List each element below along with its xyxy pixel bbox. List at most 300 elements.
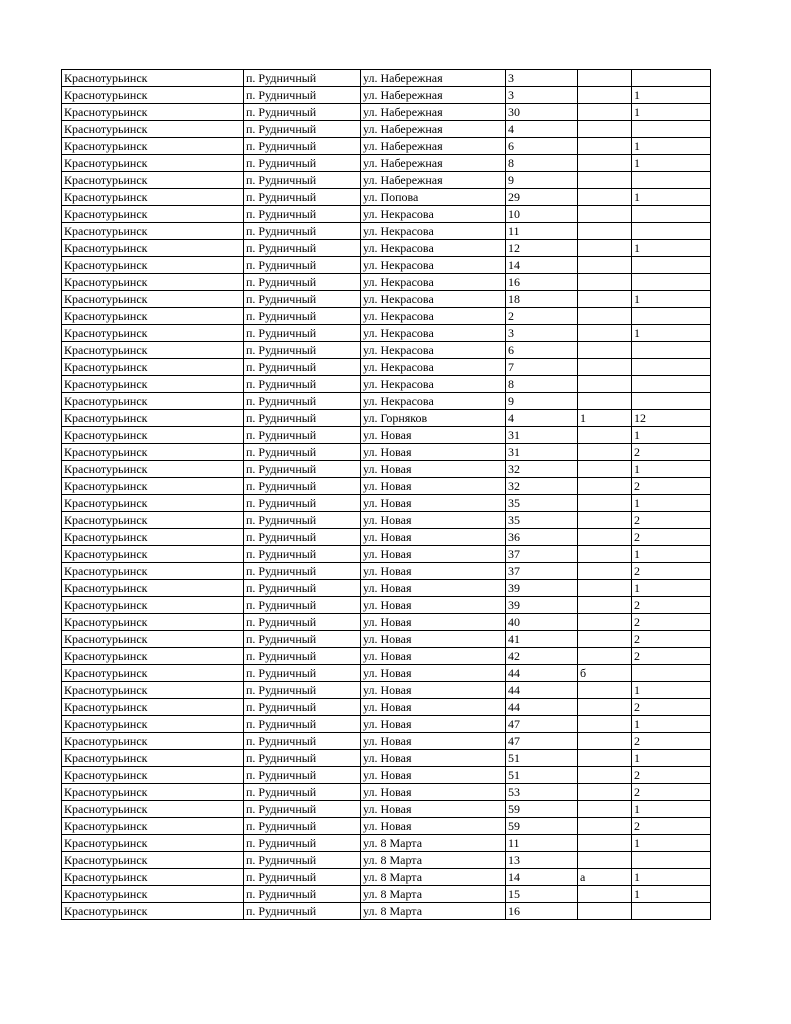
settlement-cell: п. Рудничный: [244, 529, 361, 546]
city-cell: Краснотурьинск: [62, 801, 244, 818]
extra-number-cell: [632, 342, 711, 359]
settlement-cell: п. Рудничный: [244, 359, 361, 376]
house-number-cell: 13: [506, 852, 578, 869]
settlement-cell: п. Рудничный: [244, 716, 361, 733]
house-number-cell: 44: [506, 682, 578, 699]
settlement-cell: п. Рудничный: [244, 461, 361, 478]
city-cell: Краснотурьинск: [62, 206, 244, 223]
extra-number-cell: 2: [632, 631, 711, 648]
street-cell: ул. 8 Марта: [361, 903, 506, 920]
house-letter-cell: [578, 580, 632, 597]
street-cell: ул. Некрасова: [361, 359, 506, 376]
house-letter-cell: [578, 784, 632, 801]
table-row: [62, 869, 711, 886]
city-cell: Краснотурьинск: [62, 478, 244, 495]
city-cell: Краснотурьинск: [62, 886, 244, 903]
extra-number-cell: 1: [632, 189, 711, 206]
house-number-cell: 42: [506, 648, 578, 665]
extra-number-cell: [632, 852, 711, 869]
city-cell: Краснотурьинск: [62, 512, 244, 529]
settlement-cell: п. Рудничный: [244, 784, 361, 801]
house-number-cell: 30: [506, 104, 578, 121]
settlement-cell: п. Рудничный: [244, 87, 361, 104]
settlement-cell: п. Рудничный: [244, 682, 361, 699]
street-cell: ул. Некрасова: [361, 308, 506, 325]
extra-number-cell: 1: [632, 461, 711, 478]
street-cell: ул. Некрасова: [361, 223, 506, 240]
street-cell: ул. Новая: [361, 495, 506, 512]
street-cell: ул. Набережная: [361, 155, 506, 172]
table-row: [62, 189, 711, 206]
settlement-cell: п. Рудничный: [244, 376, 361, 393]
house-letter-cell: 1: [578, 410, 632, 427]
settlement-cell: п. Рудничный: [244, 597, 361, 614]
table-row: [62, 546, 711, 563]
city-cell: Краснотурьинск: [62, 631, 244, 648]
street-cell: ул. Набережная: [361, 172, 506, 189]
street-cell: ул. Новая: [361, 733, 506, 750]
settlement-cell: п. Рудничный: [244, 138, 361, 155]
street-cell: ул. Набережная: [361, 121, 506, 138]
settlement-cell: п. Рудничный: [244, 631, 361, 648]
house-letter-cell: [578, 563, 632, 580]
extra-number-cell: 12: [632, 410, 711, 427]
house-letter-cell: [578, 240, 632, 257]
extra-number-cell: [632, 393, 711, 410]
house-letter-cell: [578, 308, 632, 325]
settlement-cell: п. Рудничный: [244, 308, 361, 325]
table-row: [62, 325, 711, 342]
extra-number-cell: 2: [632, 478, 711, 495]
city-cell: Краснотурьинск: [62, 240, 244, 257]
house-number-cell: 39: [506, 597, 578, 614]
table-row: [62, 308, 711, 325]
extra-number-cell: 1: [632, 240, 711, 257]
street-cell: ул. Попова: [361, 189, 506, 206]
city-cell: Краснотурьинск: [62, 835, 244, 852]
settlement-cell: п. Рудничный: [244, 444, 361, 461]
city-cell: Краснотурьинск: [62, 597, 244, 614]
street-cell: ул. Новая: [361, 444, 506, 461]
extra-number-cell: 2: [632, 767, 711, 784]
table-row: [62, 818, 711, 835]
street-cell: ул. Горняков: [361, 410, 506, 427]
extra-number-cell: [632, 376, 711, 393]
street-cell: ул. Набережная: [361, 104, 506, 121]
house-number-cell: 4: [506, 121, 578, 138]
city-cell: Краснотурьинск: [62, 325, 244, 342]
house-number-cell: 47: [506, 733, 578, 750]
house-number-cell: 36: [506, 529, 578, 546]
settlement-cell: п. Рудничный: [244, 223, 361, 240]
settlement-cell: п. Рудничный: [244, 767, 361, 784]
settlement-cell: п. Рудничный: [244, 104, 361, 121]
house-number-cell: 59: [506, 801, 578, 818]
extra-number-cell: [632, 308, 711, 325]
table-row: [62, 155, 711, 172]
table-row: [62, 750, 711, 767]
extra-number-cell: 1: [632, 801, 711, 818]
house-letter-cell: [578, 172, 632, 189]
table-row: [62, 87, 711, 104]
house-letter-cell: [578, 121, 632, 138]
table-row: [62, 784, 711, 801]
city-cell: Краснотурьинск: [62, 529, 244, 546]
settlement-cell: п. Рудничный: [244, 546, 361, 563]
house-letter-cell: [578, 818, 632, 835]
table-row: [62, 461, 711, 478]
street-cell: ул. Новая: [361, 631, 506, 648]
extra-number-cell: [632, 903, 711, 920]
city-cell: Краснотурьинск: [62, 308, 244, 325]
house-letter-cell: [578, 325, 632, 342]
settlement-cell: п. Рудничный: [244, 886, 361, 903]
street-cell: ул. 8 Марта: [361, 886, 506, 903]
settlement-cell: п. Рудничный: [244, 903, 361, 920]
table-row: [62, 648, 711, 665]
table-row: [62, 172, 711, 189]
settlement-cell: п. Рудничный: [244, 699, 361, 716]
extra-number-cell: 2: [632, 784, 711, 801]
street-cell: ул. Некрасова: [361, 342, 506, 359]
street-cell: ул. Новая: [361, 750, 506, 767]
city-cell: Краснотурьинск: [62, 614, 244, 631]
extra-number-cell: 1: [632, 87, 711, 104]
table-row: [62, 274, 711, 291]
city-cell: Краснотурьинск: [62, 444, 244, 461]
house-number-cell: 37: [506, 546, 578, 563]
house-number-cell: 41: [506, 631, 578, 648]
table-row: [62, 767, 711, 784]
extra-number-cell: 2: [632, 444, 711, 461]
extra-number-cell: 1: [632, 580, 711, 597]
extra-number-cell: 1: [632, 750, 711, 767]
house-number-cell: 6: [506, 138, 578, 155]
house-number-cell: 31: [506, 444, 578, 461]
street-cell: ул. Некрасова: [361, 257, 506, 274]
house-letter-cell: [578, 257, 632, 274]
street-cell: ул. 8 Марта: [361, 835, 506, 852]
house-number-cell: 40: [506, 614, 578, 631]
house-number-cell: 53: [506, 784, 578, 801]
table-row: [62, 665, 711, 682]
settlement-cell: п. Рудничный: [244, 70, 361, 87]
extra-number-cell: 2: [632, 563, 711, 580]
house-number-cell: 2: [506, 308, 578, 325]
city-cell: Краснотурьинск: [62, 784, 244, 801]
extra-number-cell: [632, 121, 711, 138]
table-row: [62, 733, 711, 750]
street-cell: ул. Новая: [361, 563, 506, 580]
settlement-cell: п. Рудничный: [244, 172, 361, 189]
table-row: [62, 597, 711, 614]
city-cell: Краснотурьинск: [62, 121, 244, 138]
house-number-cell: 31: [506, 427, 578, 444]
table-row: [62, 223, 711, 240]
table-row: [62, 393, 711, 410]
house-letter-cell: [578, 274, 632, 291]
extra-number-cell: 1: [632, 869, 711, 886]
house-letter-cell: [578, 903, 632, 920]
house-number-cell: 18: [506, 291, 578, 308]
extra-number-cell: 1: [632, 427, 711, 444]
street-cell: ул. Новая: [361, 546, 506, 563]
house-letter-cell: [578, 206, 632, 223]
city-cell: Краснотурьинск: [62, 665, 244, 682]
street-cell: ул. 8 Марта: [361, 869, 506, 886]
street-cell: ул. Некрасова: [361, 274, 506, 291]
extra-number-cell: 1: [632, 546, 711, 563]
settlement-cell: п. Рудничный: [244, 869, 361, 886]
house-letter-cell: [578, 223, 632, 240]
extra-number-cell: [632, 172, 711, 189]
house-number-cell: 14: [506, 869, 578, 886]
house-letter-cell: [578, 444, 632, 461]
extra-number-cell: 1: [632, 716, 711, 733]
settlement-cell: п. Рудничный: [244, 818, 361, 835]
city-cell: Краснотурьинск: [62, 733, 244, 750]
extra-number-cell: 2: [632, 818, 711, 835]
table-row: [62, 886, 711, 903]
city-cell: Краснотурьинск: [62, 750, 244, 767]
house-number-cell: 32: [506, 461, 578, 478]
city-cell: Краснотурьинск: [62, 410, 244, 427]
settlement-cell: п. Рудничный: [244, 410, 361, 427]
street-cell: ул. Новая: [361, 767, 506, 784]
house-number-cell: 29: [506, 189, 578, 206]
street-cell: ул. Новая: [361, 427, 506, 444]
house-letter-cell: [578, 104, 632, 121]
table-row: [62, 801, 711, 818]
extra-number-cell: [632, 70, 711, 87]
house-number-cell: 44: [506, 699, 578, 716]
street-cell: ул. Новая: [361, 614, 506, 631]
extra-number-cell: 2: [632, 614, 711, 631]
settlement-cell: п. Рудничный: [244, 750, 361, 767]
table-row: [62, 70, 711, 87]
table-row: [62, 257, 711, 274]
house-letter-cell: [578, 614, 632, 631]
house-letter-cell: [578, 495, 632, 512]
house-letter-cell: [578, 393, 632, 410]
extra-number-cell: 1: [632, 682, 711, 699]
table-row: [62, 682, 711, 699]
table-row: [62, 444, 711, 461]
settlement-cell: п. Рудничный: [244, 801, 361, 818]
table-row: [62, 563, 711, 580]
extra-number-cell: 1: [632, 325, 711, 342]
house-number-cell: 3: [506, 87, 578, 104]
table-row: [62, 903, 711, 920]
city-cell: Краснотурьинск: [62, 869, 244, 886]
street-cell: ул. Новая: [361, 818, 506, 835]
city-cell: Краснотурьинск: [62, 852, 244, 869]
settlement-cell: п. Рудничный: [244, 733, 361, 750]
house-number-cell: 51: [506, 767, 578, 784]
house-letter-cell: [578, 852, 632, 869]
city-cell: Краснотурьинск: [62, 818, 244, 835]
city-cell: Краснотурьинск: [62, 138, 244, 155]
city-cell: Краснотурьинск: [62, 274, 244, 291]
city-cell: Краснотурьинск: [62, 461, 244, 478]
city-cell: Краснотурьинск: [62, 70, 244, 87]
table-row: [62, 342, 711, 359]
table-row: [62, 512, 711, 529]
house-number-cell: 32: [506, 478, 578, 495]
street-cell: ул. Некрасова: [361, 325, 506, 342]
street-cell: ул. Новая: [361, 461, 506, 478]
table-row: [62, 852, 711, 869]
street-cell: ул. Новая: [361, 512, 506, 529]
city-cell: Краснотурьинск: [62, 546, 244, 563]
settlement-cell: п. Рудничный: [244, 240, 361, 257]
table-row: [62, 359, 711, 376]
settlement-cell: п. Рудничный: [244, 393, 361, 410]
city-cell: Краснотурьинск: [62, 87, 244, 104]
house-letter-cell: [578, 648, 632, 665]
city-cell: Краснотурьинск: [62, 189, 244, 206]
city-cell: Краснотурьинск: [62, 903, 244, 920]
house-number-cell: 3: [506, 70, 578, 87]
city-cell: Краснотурьинск: [62, 257, 244, 274]
house-letter-cell: [578, 478, 632, 495]
table-row: [62, 376, 711, 393]
house-number-cell: 16: [506, 903, 578, 920]
city-cell: Краснотурьинск: [62, 682, 244, 699]
house-letter-cell: [578, 342, 632, 359]
house-number-cell: 14: [506, 257, 578, 274]
city-cell: Краснотурьинск: [62, 393, 244, 410]
house-letter-cell: [578, 87, 632, 104]
house-number-cell: 15: [506, 886, 578, 903]
extra-number-cell: 1: [632, 495, 711, 512]
house-letter-cell: [578, 682, 632, 699]
street-cell: ул. Новая: [361, 801, 506, 818]
extra-number-cell: 1: [632, 138, 711, 155]
table-row: [62, 614, 711, 631]
street-cell: ул. Новая: [361, 597, 506, 614]
house-letter-cell: [578, 750, 632, 767]
house-number-cell: 35: [506, 495, 578, 512]
house-number-cell: 8: [506, 155, 578, 172]
table-row: [62, 716, 711, 733]
house-letter-cell: [578, 631, 632, 648]
house-letter-cell: [578, 597, 632, 614]
extra-number-cell: [632, 665, 711, 682]
house-letter-cell: [578, 801, 632, 818]
house-number-cell: 11: [506, 223, 578, 240]
settlement-cell: п. Рудничный: [244, 121, 361, 138]
city-cell: Краснотурьинск: [62, 104, 244, 121]
table-row: [62, 631, 711, 648]
table-row: [62, 121, 711, 138]
extra-number-cell: [632, 274, 711, 291]
house-letter-cell: [578, 359, 632, 376]
settlement-cell: п. Рудничный: [244, 206, 361, 223]
table-row: [62, 580, 711, 597]
table-row: [62, 835, 711, 852]
settlement-cell: п. Рудничный: [244, 291, 361, 308]
city-cell: Краснотурьинск: [62, 495, 244, 512]
settlement-cell: п. Рудничный: [244, 478, 361, 495]
settlement-cell: п. Рудничный: [244, 274, 361, 291]
house-letter-cell: [578, 886, 632, 903]
extra-number-cell: 2: [632, 597, 711, 614]
table-row: [62, 529, 711, 546]
settlement-cell: п. Рудничный: [244, 614, 361, 631]
table-row: [62, 291, 711, 308]
house-number-cell: 47: [506, 716, 578, 733]
house-letter-cell: [578, 461, 632, 478]
house-letter-cell: [578, 189, 632, 206]
street-cell: ул. Новая: [361, 478, 506, 495]
house-letter-cell: [578, 699, 632, 716]
extra-number-cell: [632, 206, 711, 223]
table-row: [62, 206, 711, 223]
street-cell: ул. Набережная: [361, 138, 506, 155]
street-cell: ул. Новая: [361, 716, 506, 733]
street-cell: ул. Набережная: [361, 87, 506, 104]
city-cell: Краснотурьинск: [62, 563, 244, 580]
city-cell: Краснотурьинск: [62, 359, 244, 376]
city-cell: Краснотурьинск: [62, 376, 244, 393]
house-number-cell: 10: [506, 206, 578, 223]
house-number-cell: 9: [506, 393, 578, 410]
house-number-cell: 59: [506, 818, 578, 835]
street-cell: ул. Новая: [361, 784, 506, 801]
settlement-cell: п. Рудничный: [244, 427, 361, 444]
extra-number-cell: [632, 257, 711, 274]
table-row: [62, 104, 711, 121]
house-letter-cell: [578, 376, 632, 393]
city-cell: Краснотурьинск: [62, 223, 244, 240]
house-letter-cell: [578, 512, 632, 529]
house-letter-cell: [578, 291, 632, 308]
address-table: [61, 69, 711, 920]
city-cell: Краснотурьинск: [62, 291, 244, 308]
street-cell: ул. Некрасова: [361, 291, 506, 308]
house-number-cell: 12: [506, 240, 578, 257]
house-letter-cell: а: [578, 869, 632, 886]
table-row: [62, 495, 711, 512]
extra-number-cell: 1: [632, 291, 711, 308]
house-letter-cell: [578, 546, 632, 563]
street-cell: ул. Новая: [361, 665, 506, 682]
settlement-cell: п. Рудничный: [244, 257, 361, 274]
table-row: [62, 427, 711, 444]
table-row: [62, 410, 711, 427]
house-number-cell: 8: [506, 376, 578, 393]
table-row: [62, 240, 711, 257]
house-letter-cell: [578, 716, 632, 733]
house-number-cell: 6: [506, 342, 578, 359]
extra-number-cell: 2: [632, 699, 711, 716]
street-cell: ул. Некрасова: [361, 393, 506, 410]
settlement-cell: п. Рудничный: [244, 665, 361, 682]
house-number-cell: 51: [506, 750, 578, 767]
house-letter-cell: [578, 70, 632, 87]
extra-number-cell: [632, 223, 711, 240]
settlement-cell: п. Рудничный: [244, 852, 361, 869]
city-cell: Краснотурьинск: [62, 767, 244, 784]
street-cell: ул. Новая: [361, 580, 506, 597]
street-cell: ул. Некрасова: [361, 376, 506, 393]
house-letter-cell: [578, 767, 632, 784]
street-cell: ул. Некрасова: [361, 240, 506, 257]
extra-number-cell: 2: [632, 648, 711, 665]
house-number-cell: 4: [506, 410, 578, 427]
street-cell: ул. Новая: [361, 699, 506, 716]
